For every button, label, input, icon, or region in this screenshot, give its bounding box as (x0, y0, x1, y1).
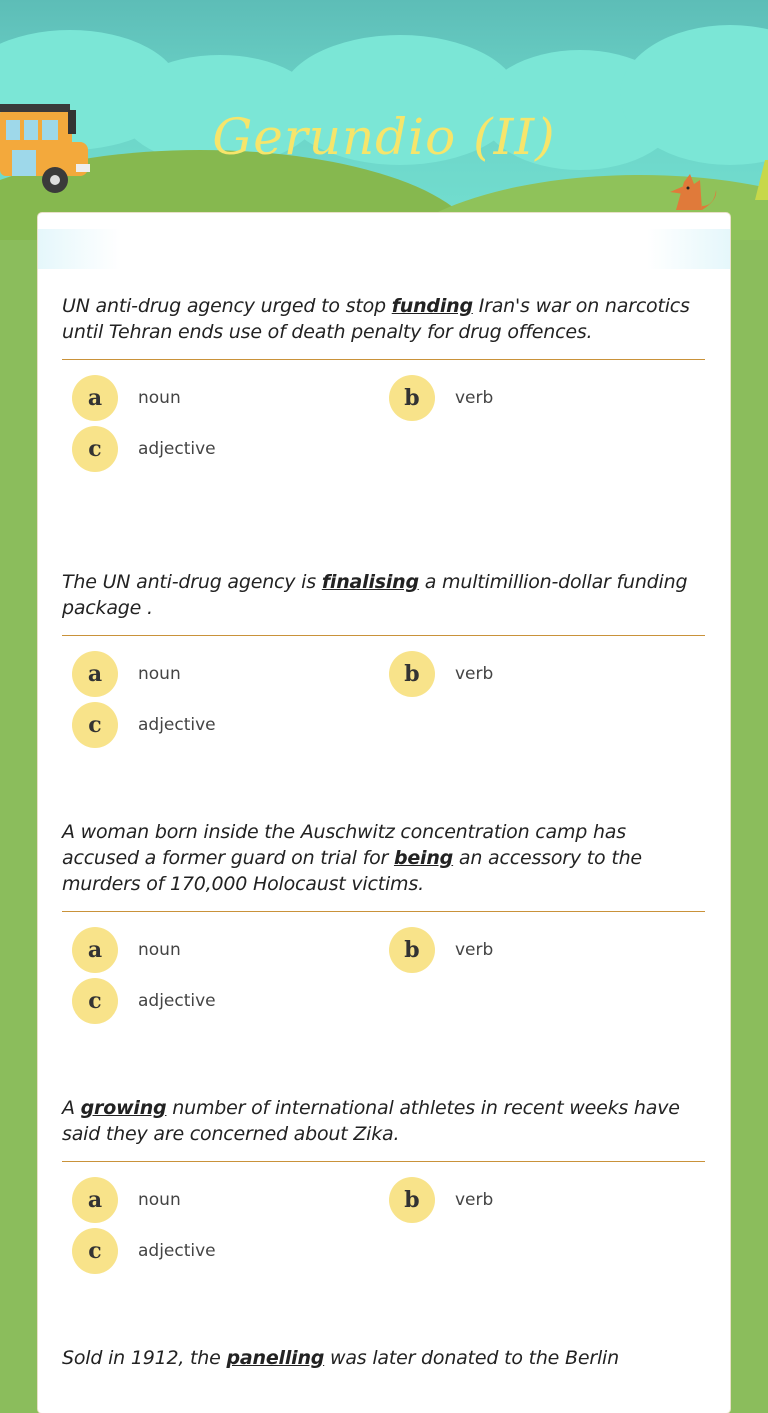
question-4 (62, 1095, 705, 1272)
option-b[interactable] (389, 375, 493, 421)
option-letter-c: c (72, 1228, 118, 1274)
question-text-before: Sold in 1912, the (62, 1347, 227, 1369)
option-label: noun (138, 1190, 181, 1210)
option-a[interactable] (72, 1177, 181, 1223)
option-c[interactable] (72, 702, 216, 748)
option-label: noun (138, 664, 181, 684)
highlighted-word: being (393, 847, 454, 869)
option-label: adjective (138, 439, 216, 459)
option-b[interactable] (389, 927, 493, 973)
option-letter-c: c (72, 702, 118, 748)
question-text-before: A woman born inside the Auschwitz concentration camp has accused a former guard on trial for (62, 821, 626, 869)
question-text-before: UN anti-drug agency urged to stop (62, 295, 392, 317)
option-a[interactable] (72, 651, 181, 697)
option-label: noun (138, 940, 181, 960)
option-letter-b: b (389, 927, 435, 973)
option-c[interactable] (72, 1228, 216, 1274)
grass-icon (755, 160, 768, 200)
option-b[interactable] (389, 651, 493, 697)
option-letter-a: a (72, 375, 118, 421)
question-text (62, 1345, 705, 1371)
header-banner (0, 0, 768, 240)
option-label: adjective (138, 1241, 216, 1261)
question-3 (62, 819, 705, 1022)
option-c[interactable] (72, 426, 216, 472)
option-letter-c: c (72, 426, 118, 472)
option-label: adjective (138, 991, 216, 1011)
highlighted-word: finalising (321, 571, 419, 593)
option-b[interactable] (389, 1177, 493, 1223)
question-text (62, 569, 705, 621)
option-label: adjective (138, 715, 216, 735)
question-text-before: The UN anti-drug agency is (62, 571, 322, 593)
sheet-band (38, 229, 730, 269)
fox-icon (666, 170, 726, 215)
option-label: verb (455, 1190, 494, 1210)
answer-options (62, 360, 705, 470)
option-letter-a: a (72, 927, 118, 973)
option-letter-c: c (72, 978, 118, 1024)
option-letter-b: b (389, 375, 435, 421)
highlighted-word: panelling (226, 1347, 325, 1369)
question-text-before: A (62, 1097, 81, 1119)
option-a[interactable] (72, 375, 181, 421)
page-title: Gerundio (II) (212, 108, 556, 166)
option-label: noun (138, 388, 181, 408)
option-a[interactable] (72, 927, 181, 973)
worksheet (38, 213, 730, 1413)
option-letter-a: a (72, 651, 118, 697)
highlighted-word: growing (80, 1097, 167, 1119)
answer-options (62, 1162, 705, 1272)
question-5 (62, 1345, 705, 1371)
question-text (62, 1095, 705, 1147)
question-text (62, 293, 705, 345)
question-text-after: Iran's war on narcotics until Tehran ends use of death penalty for drug offences. (62, 295, 690, 343)
question-1 (62, 293, 705, 470)
option-label: verb (455, 388, 494, 408)
option-c[interactable] (72, 978, 216, 1024)
option-label: verb (455, 940, 494, 960)
option-letter-b: b (389, 1177, 435, 1223)
answer-options (62, 912, 705, 1022)
question-text-after: number of international athletes in recent weeks have said they are concerned about Zika. (62, 1097, 680, 1145)
answer-options (62, 636, 705, 746)
highlighted-word: funding (391, 295, 473, 317)
question-text-after: a multimillion-dollar funding package . (62, 571, 688, 619)
question-text-after: was later donated to the Berlin (324, 1347, 619, 1369)
option-label: verb (455, 664, 494, 684)
option-letter-b: b (389, 651, 435, 697)
option-letter-a: a (72, 1177, 118, 1223)
question-text-after: an accessory to the murders of 170,000 Holocaust victims. (62, 847, 642, 895)
question-text (62, 819, 705, 897)
question-2 (62, 569, 705, 746)
